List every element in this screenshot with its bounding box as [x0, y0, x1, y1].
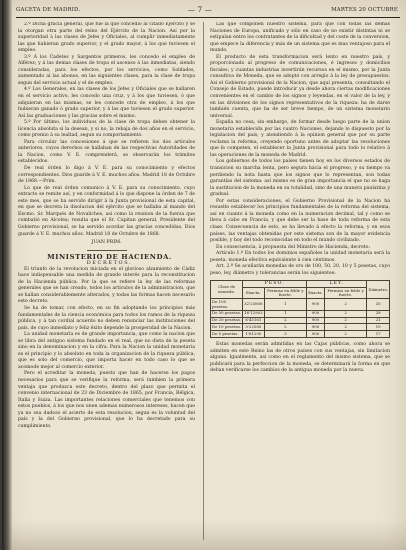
table-cell: 35	[367, 299, 390, 310]
paragraph: Los gobiernos de todos los países tienen hoy en los diversos estados de transicion su marcha lenta, pero segura hácia el progreso, y su tiempo va perdiendo la nota hasta que los signos que lo representan, son todas garantías del sistema: así mismo es de gran importancia el que no se haga la sustitucion de la moneda en su totalidad, sino de una manera paulatina y gradual.	[210, 159, 390, 198]
paragraph: Pero el acreditar la moneda, puesto que han de hacerse los pagos necesarios para que se verifique la reforma, será tambien la primera ventaja que produzca este decreto, dentro del plazo que permita el convenio internacional de 23 de Diciembre de 1865, por Francia, Bélgica, Italia y Suiza. Las importantes relaciones comerciales que tenemos con estos pueblos, á los que nos unen ademas numerosos intereses, hacen que ya no sea dudoso el acierto de esta resolucion, segun es la voluntad del país y la del Gobierno provisional, que lo ha decretado para su cumplimiento.	[18, 371, 195, 429]
paragraph: De real órden lo digo á V. E. para su conocimiento y efectos correspondientes. Dios guarde á V. E. muchos años. Madrid 18 de Octubre de 1868.—Prim.	[18, 166, 195, 185]
table-cell: 1'61290	[243, 331, 264, 338]
subsection-title: DECRETOS.	[86, 260, 133, 267]
table-cell: De 100 pesetas.	[211, 299, 243, 310]
table-row	[211, 324, 390, 331]
gazette-page	[2, 0, 406, 550]
header-page-number: — 7 —	[188, 6, 212, 14]
paragraph: Artículo 1.º En todos los dominios españoles la unidad monetaria será la peseta, moneda efectiva equivalente á cien céntimos.	[210, 251, 390, 263]
table-header: PESO.	[243, 281, 307, 288]
paragraph: Estas monedas serán admitidas en las Cajas públicas, como ahora se admiten en este Reino las de otros países con sus ventajas, sin limitacion alguna. Igualmente, así como en el reglamento del mismo sistema, que se publicará para la perfeccion de la moneda, se determinará la forma en que deban verificarse los cambios de la antigua moneda por la nueva.	[210, 341, 390, 374]
table-cell: De 5 pesetas.	[211, 331, 243, 338]
table-cell: 2	[324, 317, 367, 324]
table-cell: 1	[264, 299, 307, 310]
table-cell: 17	[367, 331, 390, 338]
paragraph: 5.º Por último, los individuos de la clase de tropa deben obtener la licencia absoluta si la desean, y si no, la rebaja de dos años en el servicio, como premio á su lealtad, segun su comportamiento.	[18, 120, 195, 139]
table-cell: 900	[307, 317, 325, 324]
table-row	[211, 317, 390, 324]
table-cell: 900	[307, 310, 325, 317]
section-divider	[87, 250, 127, 251]
paragraph: Art. 2.º Se acuñarán monedas de oro de 100, 50, 20, 10 y 5 pesetas, cuyo peso, ley, diámetro y tolerancias serán los siguientes:	[210, 264, 390, 276]
table-row	[211, 299, 390, 310]
table-cell: 2	[324, 331, 367, 338]
header-publication: GACETA DE MADRID.	[16, 7, 81, 13]
table-subheader: Exacta.	[243, 288, 264, 299]
table-cell: 21	[367, 317, 390, 324]
paragraph: Para circular las concesiones á que se refieren los dos artículos anteriores, cuyos derechos se hallaban de las respectivas Autoridades de la Nacion, como V. E. comprenderá, se observarán los trámites establecidos.	[18, 139, 195, 165]
table-header: Diámetro.	[367, 281, 390, 299]
paragraph: 4.º Los Generales, en las clases de los Jefes y Oficiales que se hallaren en el servicio activo, les concedo una cruz, y á los que tuviesen, ó que adquieran en las mismas, se les concede otra de empleo, á los que hubieran ganado ó grado superior, y á las que tuviesen el grado superior. Así las graduaciones y las gracias sobre el mismo.	[18, 87, 195, 119]
table-subheader: Permiso en feble y fuerte.	[264, 288, 307, 299]
right-column	[210, 22, 390, 542]
table-cell: De 10 pesetas.	[212, 324, 242, 330]
table-cell: 2	[324, 310, 367, 317]
header-date: MARTES 20 OCTUBRE	[331, 7, 398, 13]
table-cell: 6'45161	[243, 317, 264, 324]
paragraph: La unidad monetaria es de grande importancia, que como la nacion que se libra del antiguo sistema fundado en el real, que no dista de la peseta sino en la denominacion y en la cifra. Para la Nacion la unidad monetaria es el principio y lo absoluto en toda la organizacion de la riqueza pública, que es solo del comercio, que importa hacer en todo caso lo que se acomode mejor al comercio exterior.	[18, 332, 195, 370]
table-cell: De 50 pesetas.	[212, 310, 242, 316]
paragraph: Las que componen nuestro sistema, para que con todas las demas Naciones de Europa, unificado y sólo en caso de no existir distintas ni se estipulan entre los contratantes de la dificultad y del coste de la conversion, que empece la diferencia y más de un sistema que es mas ventajoso para el mundo.	[210, 22, 390, 54]
table-header: Clase de moneda.	[211, 281, 243, 299]
table-cell: 900	[307, 299, 325, 310]
table-cell: 3	[264, 331, 307, 338]
paragraph: 3.º Á los Cadetes y Sargentos primeros, les concedo el empleo de Alférez; y á las demas clases de tropa el ascenso á las inmediatas, siendo consideradas, para los efectos, por los servicios, como Soldados, aumentado al las abonos, en las siguientes clases, para la clase de tropa segun del servicio actual y el de empleo.	[18, 54, 195, 86]
signature: JUAN PRIM.	[91, 240, 122, 246]
coin-table	[210, 280, 390, 338]
paragraph: Por estas consideraciones, el Gobierno Provisional de la Nacion ha resuelto establecer los principios fundamentales de la reforma del sistema, así en cuanto á la moneda como en la numeracion decimal, tal y como se lleva á cabo en Francia, y que debe ser la base de toda reforma de esta clase. Consecuencia de esto, se ha llevado á efecto la reforma, y en esos países, las ventajas obtenidas por este sistema son de la mayor evidencia posible, y hoy del todo reconocidas en todo el mundo civilizado.	[210, 198, 390, 244]
paragraph: Se ha de tomar, con efecto, en su fin adoptando los principios más fundamentales de la ciencia económica para todos los ramos de la riqueza pública, y á tan cordial acuerdo no deben renunciar las instituciones del país, de cuyo inmediato y feliz éxito depende la prosperidad de la Nacion.	[18, 305, 195, 331]
table-cell: 2	[264, 324, 307, 331]
table-row	[211, 310, 390, 317]
table-cell: 3'22580	[243, 324, 264, 331]
header-rule	[16, 17, 400, 18]
table-cell: 900	[307, 324, 325, 331]
page-header	[16, 5, 400, 17]
paragraph: El triunfo de la revolucion iniciada en el glorioso alzamiento de Cádiz hace indispensable una medida de grande interés para la reconstitucion de la Hacienda pública. Por la que se refiere la ley de las reformas generales que se han creado, todos los artículos de la administracion, que se hallan considerablemente alterados, y todas las formas hacen necesario este decreto.	[18, 266, 195, 305]
table-cell: 19	[367, 324, 390, 331]
table-cell: 1	[264, 310, 307, 317]
table-cell: 900	[307, 331, 325, 338]
table-cell: De 20 pesetas.	[212, 317, 242, 323]
table-row	[211, 331, 390, 338]
table-cell: 32'25806	[243, 299, 264, 310]
paragraph: En consecuencia, á propuesta del Ministro de Hacienda, decreto:	[216, 244, 371, 250]
page-shading	[2, 520, 406, 550]
table-header: LEY.	[307, 281, 367, 288]
table-cell: 28	[367, 310, 390, 317]
table-subheader: Permiso en feble y fuerte.	[324, 288, 367, 299]
paragraph: España no cesa, sin embargo, de formar desde luego parte de la union monetaria establecida por las cuatro Naciones, dejando lo dispuesto por la legislacion del país; y atendiendo á la opinion general que por su parte reclama la reforma, creyendo oportuno antes de adoptar las resoluciones que le competen, el establecer la Junta provisional para todo lo relativo á las operaciones de la moneda de Madrid.	[210, 120, 390, 158]
section-title: MINISTERIO DE HACIENDA.	[47, 252, 172, 261]
table-cell: 2	[264, 317, 307, 324]
coin-table-body	[211, 299, 390, 338]
table-subheader: Exacta.	[307, 288, 325, 299]
table-cell: 2	[324, 299, 367, 310]
paragraph: Lo que de real órden comunico á V. E. para su conocimiento, cuyo extracto se remite así, y en conformidad á lo que dispone la órden de 7 de este mes, que se ha servido dirigir á la Junta provisional de esta capital, en que se decreta la disolucion del ejército que se hallaba al mando del Excmo. Sr. Marqués de Novaliches, así como la reunion de la fuerza que combatió en Alcolea; resulta que el Sr. Capitan general, Presidente del Gobierno provisional, se ha servido acordar las gracias concedidas. Dios guarde á V. E. muchos años. Madrid 18 de Octubre de 1868.	[18, 185, 195, 237]
column-divider	[203, 22, 204, 540]
table-cell: 2	[324, 324, 367, 331]
table-cell: 16'12903	[244, 310, 263, 316]
paragraph: 2.º Dicha gracia general, que fué la que concedió al citado Ejército y se la otorgan otra parte del reino del Ejército de la Nacion. Así por la superioridad à las clases de Jefes y Oficiales, al cumplir inmediatamente las que hubieran grado superior, y el grado mayor, á los que tuviesen el empleo.	[18, 22, 195, 54]
paragraph: El producto de esta transformacion será lento en nuestro país, y proporcionado al progreso de comunicaciones, é ingresos y domicilios fiscales; y cuantas industrias invertirán recursos en el mismo, por la Junta consultiva de Moneda, que se adoptó con arreglo á la ley de presupuestos. Así el Gobierno provisional de la Nacion, que aquí presenta, consultando el Consejo de Estado, puede introducir ya desde ahora ciertas modificaciones convenientes en el cambio de los signos y leyendas, en el valor de la ley, y en las divisiones de los signos representativos de la riqueza: ha de darse también cuenta, que ha de ser breve tiempo, de un sistema monetario universal.	[210, 54, 390, 119]
book-spine	[2, 0, 12, 550]
left-column	[18, 22, 195, 542]
